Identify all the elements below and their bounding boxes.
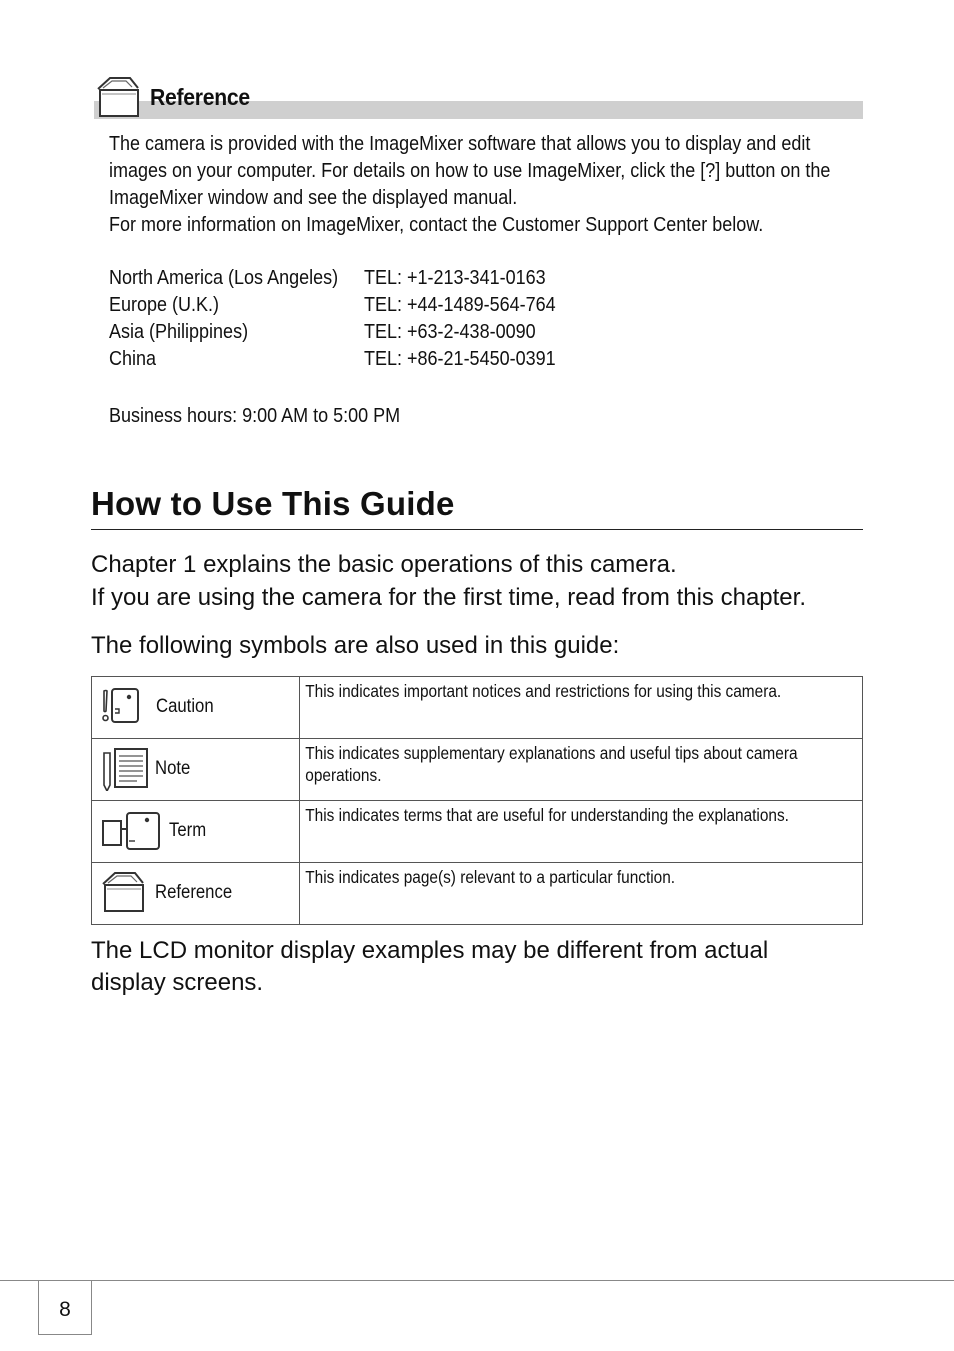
- business-hours: Business hours: 9:00 AM to 5:00 PM: [109, 405, 401, 427]
- symbol-desc-cell: [300, 863, 863, 925]
- contact-region: China: [109, 348, 157, 370]
- symbol-desc: This indicates important notices and restrictions for using this camera.: [305, 681, 782, 701]
- symbol-cell: [92, 677, 300, 739]
- symbol-desc: This indicates supplementary explanations and useful tips about camera operations.: [305, 743, 798, 785]
- reference-text-line: images on your computer. For details on how to use ImageMixer, click the [?] button on the: [109, 160, 831, 182]
- reference-title: Reference: [150, 84, 250, 110]
- closing-line: The LCD monitor display examples may be different from actual: [91, 937, 769, 964]
- section-title: How to Use This Guide: [91, 485, 455, 522]
- contact-tel: TEL: +1-213-341-0163: [364, 267, 546, 289]
- symbol-desc-cell: [300, 801, 863, 863]
- contact-tel: TEL: +86-21-5450-0391: [364, 348, 556, 370]
- table-row: [92, 677, 863, 739]
- symbols-table: [91, 676, 863, 925]
- table-row: [92, 863, 863, 925]
- symbols-lead: The following symbols are also used in this guide:: [91, 632, 620, 659]
- symbol-cell: [92, 863, 300, 925]
- symbol-desc-cell: [300, 677, 863, 739]
- contact-region: Europe (U.K.): [109, 294, 220, 316]
- page-number: 8: [59, 1298, 71, 1321]
- intro-line: Chapter 1 explains the basic operations of this camera.: [91, 551, 677, 578]
- footer-rule: [0, 1280, 954, 1281]
- table-row: [92, 739, 863, 801]
- contact-region: Asia (Philippines): [109, 321, 249, 343]
- reference-icon: [101, 871, 149, 915]
- reference-icon: [96, 76, 144, 120]
- reference-text-line: The camera is provided with the ImageMixer software that allows you to display and edit: [109, 133, 811, 155]
- section-title-rule: [91, 529, 863, 530]
- caution-icon: [101, 685, 141, 727]
- symbol-desc: This indicates page(s) relevant to a particular function.: [305, 867, 676, 887]
- note-icon: [101, 747, 149, 791]
- contact-region: North America (Los Angeles): [109, 267, 339, 289]
- contact-tel: TEL: +63-2-438-0090: [364, 321, 536, 343]
- symbol-desc-cell: [300, 739, 863, 801]
- reference-text-line: For more information on ImageMixer, contact the Customer Support Center below.: [109, 214, 764, 236]
- symbol-desc: This indicates terms that are useful for understanding the explanations.: [305, 805, 789, 825]
- reference-text-line: ImageMixer window and see the displayed manual.: [109, 187, 518, 209]
- symbol-label: Caution: [156, 696, 214, 717]
- closing-line: display screens.: [91, 969, 264, 996]
- symbol-label: Reference: [155, 882, 233, 903]
- symbol-label: Note: [155, 758, 191, 779]
- contact-tel: TEL: +44-1489-564-764: [364, 294, 556, 316]
- intro-line: If you are using the camera for the first time, read from this chapter.: [91, 584, 806, 611]
- table-row: [92, 801, 863, 863]
- term-icon: [101, 809, 163, 853]
- symbol-cell: [92, 801, 300, 863]
- symbol-label: Term: [169, 820, 207, 841]
- symbol-cell: [92, 739, 300, 801]
